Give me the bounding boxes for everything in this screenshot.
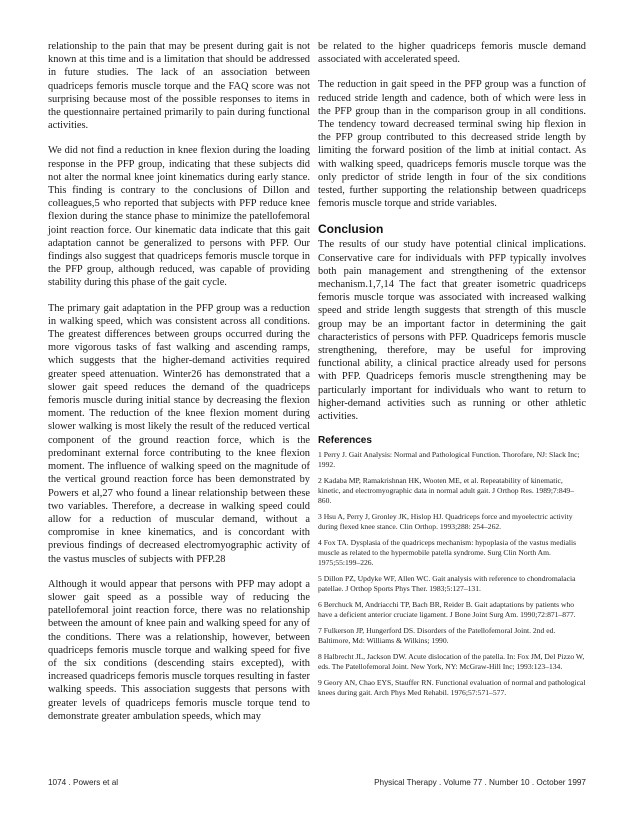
- body-paragraph: We did not find a reduction in knee flexion during the loading response in the PFP group, indicating that these subjects did not alter the normal knee joint kinematics during early stance. This finding is contrary to the conclusions of Dillon and colleagues,5 who reported that subjects with PFP reduce knee flexion during the stance phase to minimize the patellofemoral joint reaction force. Our kinematic data indicate that this gait adaptation cannot be generalized to persons with PFP. Our findings also suggest that quadriceps femoris muscle torque in the PFP group, although reduced, was capable of providing stability during this phase of the gait cycle.: [48, 145, 310, 289]
- conclusion-heading: Conclusion: [318, 222, 384, 237]
- reference-item: 2 Kadaba MP, Ramakrishnan HK, Wooten ME, et al. Repeatability of kinematic, kinetic, and electromyographic data in normal adult gait. J Orthop Res. 1989;7:849–860.: [318, 476, 575, 506]
- reference-item: 5 Dillon PZ, Updyke WF, Allen WC. Gait analysis with reference to chondromalacia patellae. J Orthop Sports Phys Ther. 1983;5:127–131.: [318, 574, 576, 594]
- body-paragraph: relationship to the pain that may be present during gait is not known at this time and is a limitation that should be addressed in future studies. The lack of an association between quadriceps femoris muscle torque and the FAQ score was not surprising because most of the possible responses to items in the questionnaire pertained primarily to pain during functional activities.: [48, 41, 310, 132]
- footer-journal-info: Physical Therapy . Volume 77 . Number 10 . October 1997: [374, 778, 586, 787]
- body-paragraph: The primary gait adaptation in the PFP group was a reduction in walking speed, which was consistent across all conditions. The greatest differences between groups occurred during the more vigorous tasks of fast walking and ascending ramps, which suggests that the higher-demand activities required greater speed attenuation. Winter26 has demonstrated that a slower gait speed reduces the demand of the quadriceps femoris muscle during initial stance by decreasing the flexion moment. The reduction of the knee flexion moment during slower walking is most likely the result of the reduced vertical component of the ground reaction force, which is the predominant external force contributing to the knee flexion moment. The influence of walking speed on the magnitude of the vertical ground reaction force has been demonstrated by Powers et al,27 who found a linear relationship between these two variables. Therefore, a decrease in walking speed could allow for a reduction of muscular demand, without a compromise in knee kinematics, and is concordant with previous findings of decreased electromyographic activity of the vastus muscles of subjects with PFP.28: [48, 302, 310, 565]
- conclusion-paragraph: The results of our study have potential clinical implications. Conservative care for individuals with PFP typically involves both pain management and strengthening of the extensor mechanism.1,7,14 The fact that greater isometric quadriceps femoris muscle torque was associated with increased walking speed and stride length suggests that strength of this muscle group may be an important factor in determining the gait characteristics of persons with PFP. Quadriceps femoris muscle strengthening, therefore, may be useful for improving functional ability, a clinical practice already used for persons with PFP. Quadriceps femoris muscle strengthening may be particularly important for individuals who want to return to higher-demand activities such as running or other athletic activities.: [318, 239, 586, 423]
- body-paragraph: The reduction in gait speed in the PFP group was a function of reduced stride length and cadence, both of which were less in the PFP group than in the comparison group in all conditions. The tendency toward decreased terminal swing hip flexion in the PFP group contributed to this decreased stride length by limiting the forward position of the limb at initial contact. As with walking speed, quadriceps femoris muscle torque was the only predictor of stride length in four of the six conditions tested, further supporting the relationship between quadriceps femoris muscle torque and stride variables.: [318, 79, 586, 210]
- footer-page-author: 1074 . Powers et al: [48, 778, 119, 787]
- reference-item: 8 Halbrecht JL, Jackson DW. Acute dislocation of the patella. In: Fox JM, Del Pizzo W, eds. The Patellofemoral Joint. New York, NY: McGraw-Hill Inc; 1993:123–134.: [318, 652, 585, 672]
- reference-list: [318, 450, 586, 698]
- left-column: [48, 40, 310, 735]
- reference-item: 9 Geory AN, Chao EYS, Stauffer RN. Functional evaluation of normal and pathological knees during gait. Arch Phys Med Rehabil. 1976;57:571–577.: [318, 678, 586, 698]
- reference-item: 4 Fox TA. Dysplasia of the quadriceps mechanism: hypoplasia of the vastus medialis muscle as related to the hypermobile patella syndrome. Surg Clin North Am. 1975;55:199–226.: [318, 538, 577, 568]
- body-paragraph: be related to the higher quadriceps femoris muscle demand associated with accelerated speed.: [318, 41, 586, 66]
- reference-item: 6 Berchuck M, Andriacchi TP, Bach BR, Reider B. Gait adaptations by patients who have a deficient anterior cruciate ligament. J Bone Joint Surg Am. 1990;72:871–877.: [318, 600, 576, 620]
- right-column: [318, 40, 586, 704]
- body-paragraph: Although it would appear that persons with PFP may adopt a slower gait speed as a possible way of reducing the patellofemoral joint reaction force, there was no relationship between the amount of knee pain and walking speed for any of the conditions. There was a relationship, however, between quadriceps femoris muscle torque and walking speed for five of the six conditions (descending stairs excepted), with increased quadriceps femoris muscle torques resulting in faster walking speeds. This association suggests that persons with greater levels of quadriceps femoris muscle torque tend to demonstrate greater ambulation speeds, which may: [48, 578, 310, 722]
- reference-item: 7 Fulkerson JP, Hungerford DS. Disorders of the Patellofemoral Joint. 2nd ed. Baltimore, Md: Williams & Wilkins; 1990.: [318, 626, 556, 646]
- references-heading: References: [318, 435, 372, 447]
- reference-item: 1 Perry J. Gait Analysis: Normal and Pathological Function. Thorofare, NJ: Slack Inc; 1992.: [318, 450, 580, 470]
- reference-item: 3 Hsu A, Perry J, Gronley JK, Hislop HJ. Quadriceps force and myoelectric activity during flexed knee stance. Clin Orthop. 1993;288: 254–262.: [318, 512, 573, 532]
